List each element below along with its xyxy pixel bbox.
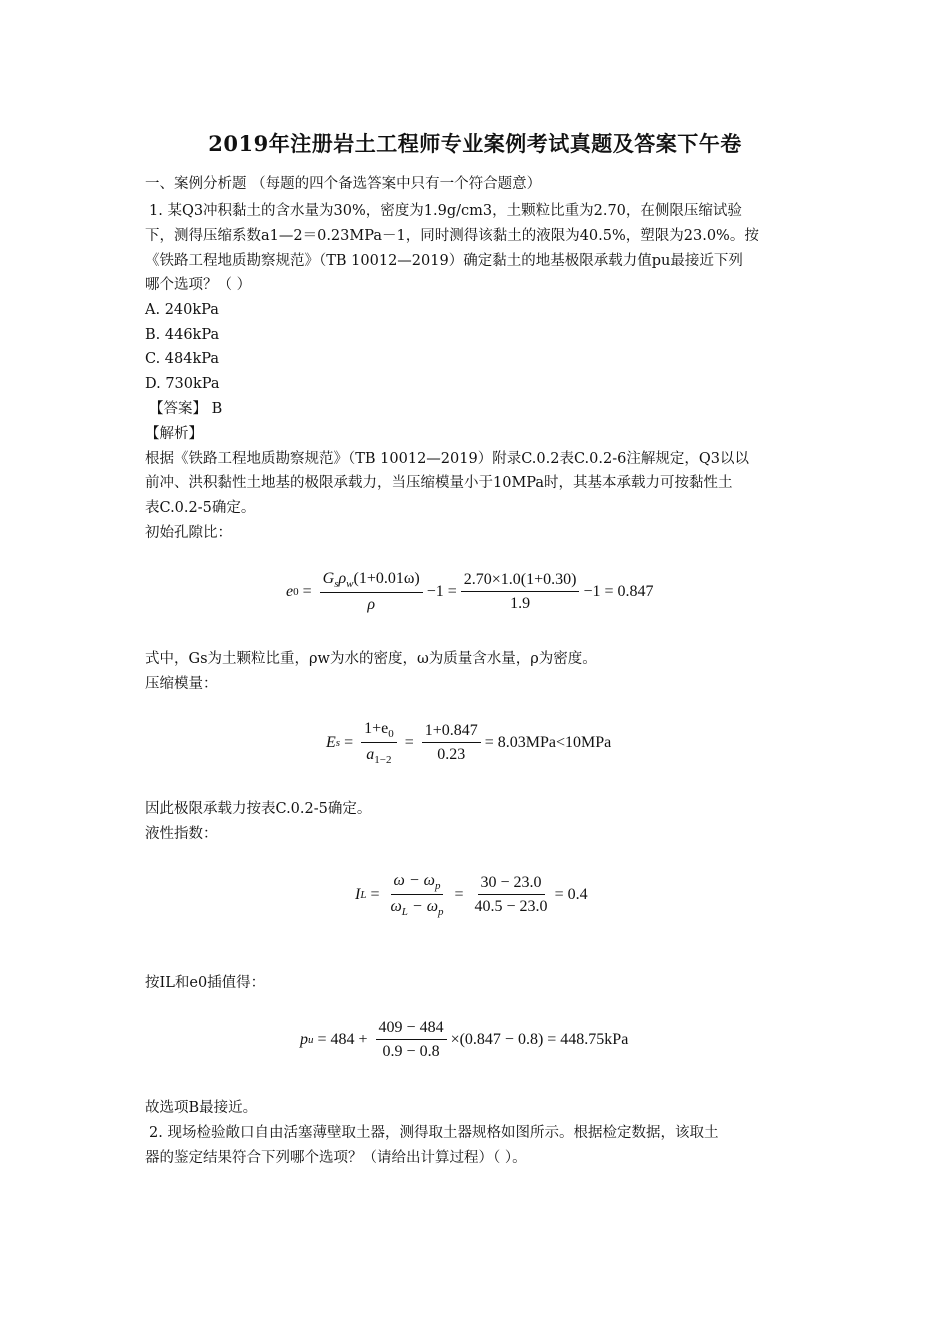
f1-lhs: e: [286, 583, 294, 601]
f1-result: −1 = 0.847: [583, 583, 654, 601]
f3-lhs: I: [355, 886, 361, 904]
section-heading: 一、案例分析题 （每题的四个备选答案中只有一个符合题意）: [145, 176, 542, 192]
f1-num-numeric: 2.70×1.0(1+0.30): [461, 571, 580, 592]
q1-analysis-line: 根据《铁路工程地质勘察规范》（TB 10012—2019）附录C.0.2表C.0.2-6注解规定，Q3以以: [145, 451, 749, 467]
modulus-label: 压缩模量：: [145, 676, 218, 692]
f3-num: ω − ω: [393, 872, 435, 889]
f4-num: 409 − 484: [376, 1019, 447, 1040]
f3-den-a-sub: L: [401, 906, 408, 919]
conclusion-text: 因此极限承载力按表C.0.2-5确定。: [145, 801, 372, 817]
q1-option-a: A. 240kPa: [145, 302, 219, 318]
f2-num-sub: 0: [388, 728, 394, 741]
f2-den: a: [366, 746, 375, 764]
q1-stem-line: 下，测得压缩系数a1—2＝0.23MPa－1，同时测得该黏土的液限为40.5%，塑限为23.0%。按: [145, 228, 759, 244]
q1-answer: 【答案】 B: [149, 401, 223, 417]
q1-stem-line: 1. 某Q3冲积黏土的含水量为30%，密度为1.9g/cm3，土颗粒比重为2.70，在侧限压缩试验: [149, 203, 742, 219]
f3-num-numeric: 30 − 23.0: [478, 874, 545, 895]
f1-den-numeric: 1.9: [510, 595, 531, 613]
formula-liquidity-index: I L = $\frac{\omega - \omega_p}{\omega_L - \omega_p}$ = $\frac{30 - 23.0}{40.5 - 23.0}$ = 0.4: [355, 872, 588, 919]
q1-analysis-line: 前冲、洪积黏性土地基的极限承载力，当压缩模量小于10MPa时，其基本承载力可按黏性土: [145, 475, 733, 491]
f1-fraction-numeric: [461, 571, 580, 613]
f3-result: = 0.4: [554, 886, 588, 904]
f1-num-term: (1+0.01ω): [353, 570, 420, 587]
f1-minus: −1 =: [426, 583, 457, 601]
f2-num-numeric: 1+0.847: [422, 722, 481, 743]
f1-num-rho-sub: w: [346, 578, 354, 591]
f4-lhs-sub: u: [308, 1034, 314, 1046]
f2-result: = 8.03MPa<10MPa: [484, 734, 612, 752]
q1-analysis-line: 表C.0.2-5确定。: [145, 500, 256, 516]
f1-den-rho: ρ: [367, 596, 376, 614]
f4-base: = 484 +: [317, 1031, 368, 1048]
f1-num-rho: ρ: [338, 570, 347, 587]
q1-option-d: D. 730kPa: [145, 376, 220, 392]
f3-lhs-sub: L: [360, 889, 367, 902]
void-ratio-label: 初始孔隙比：: [145, 525, 232, 541]
f2-den-sub: 1−2: [374, 754, 392, 767]
where-text: 式中，Gs为土颗粒比重，ρw为水的密度，ω为质量含水量，ρ为密度。: [145, 651, 597, 667]
f2-num: 1+e: [364, 720, 389, 737]
f4-result: ×(0.847 − 0.8) = 448.75kPa: [450, 1031, 629, 1048]
f4-fraction: [376, 1019, 447, 1061]
q1-stem-line: 哪个选项？（ ）: [145, 277, 252, 293]
formula-compression-modulus: E s = $\frac{1+e_0}{a_{1-2}}$ = $\frac{1+0.847}{0.23}$ = 8.03MPa<10MPa: [326, 720, 612, 767]
q1-option-b: B. 446kPa: [145, 327, 220, 343]
f2-fraction-numeric: [422, 722, 481, 764]
liquidity-label: 液性指数：: [145, 826, 218, 842]
final-text: 故选项B最接近。: [145, 1100, 258, 1116]
f1-fraction-symbolic: [320, 570, 423, 614]
f1-lhs-sub: 0: [293, 586, 299, 599]
q1-analysis-label: 【解析】: [145, 426, 203, 442]
f3-den-a: ω: [390, 898, 402, 916]
f3-num-sub: p: [434, 880, 441, 893]
f1-num-gs: G: [322, 570, 335, 587]
q2-stem-line: 器的鉴定结果符合下列哪个选项？（请给出计算过程）（ ）。: [145, 1150, 527, 1166]
f3-den-numeric: 40.5 − 23.0: [474, 898, 548, 916]
q2-stem-line: 2. 现场检验敞口自由活塞薄壁取土器，测得取土器规格如图所示。根据检定数据，该取土: [149, 1125, 719, 1141]
f4-den: 0.9 − 0.8: [382, 1043, 440, 1060]
f3-den-b: − ω: [407, 898, 438, 916]
formula-void-ratio: e 0 = $\frac{G_s\rho_w(1+0.01\omega)}{\rho}$ −1 = $\frac{2.70\times 1.0(1+0.30)}{1.9}$ −1 = 0.847: [286, 570, 654, 614]
f3-fraction-numeric: [472, 874, 551, 916]
f4-lhs: p: [300, 1031, 308, 1048]
f3-fraction-symbolic: [387, 872, 446, 918]
f3-den-b-sub: p: [438, 906, 444, 919]
formula-bearing-capacity: [300, 1019, 628, 1061]
f2-fraction-symbolic: [361, 720, 397, 766]
q1-option-c: C. 484kPa: [145, 351, 220, 367]
q1-stem-line: 《铁路工程地质勘察规范》（TB 10012—2019）确定黏土的地基极限承载力值pu最接近下列: [145, 253, 743, 269]
f1-num-gs-sub: s: [334, 578, 339, 591]
f2-lhs-sub: s: [335, 737, 341, 750]
f2-lhs: E: [326, 734, 336, 752]
page-title: 2019年注册岩土工程师专业案例考试真题及答案下午卷: [208, 131, 742, 156]
f2-den-numeric: 0.23: [437, 746, 466, 764]
interp-label: 按IL和e0插值得：: [145, 975, 266, 991]
